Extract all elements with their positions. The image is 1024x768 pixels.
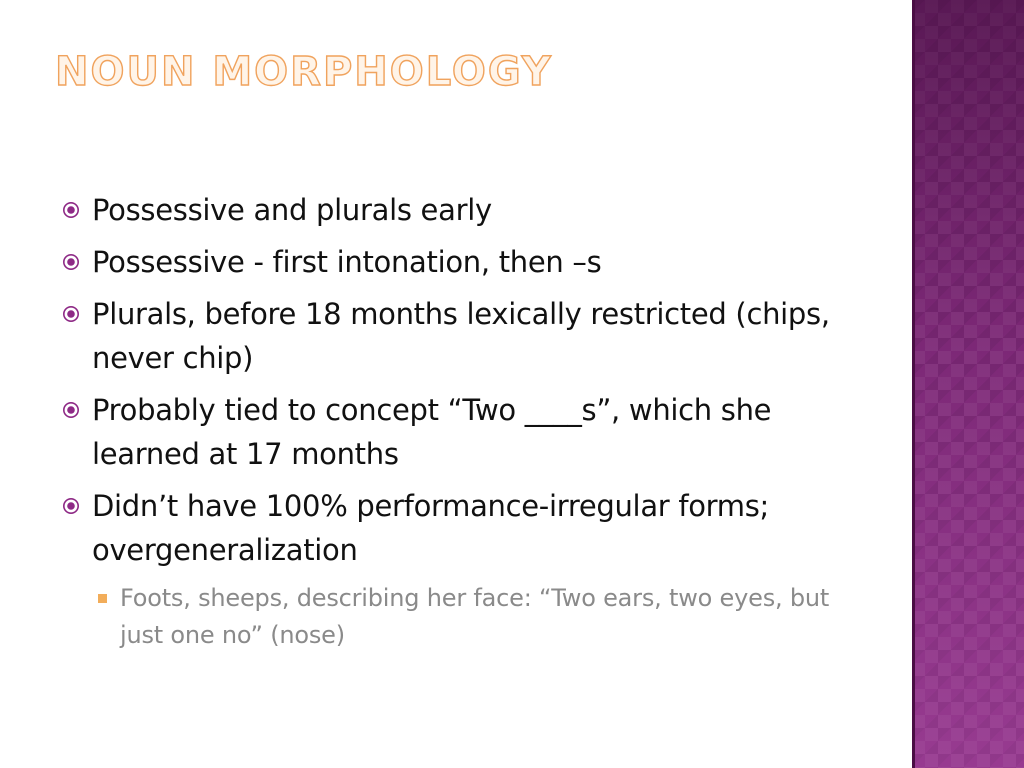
- bullet-text: Didn’t have 100% performance-irregular forms; overgeneralization: [92, 489, 770, 567]
- side-band-edge: [912, 0, 915, 768]
- bullet-text: Probably tied to concept “Two ____s”, which she learned at 17 months: [92, 393, 772, 471]
- bullet-item: [62, 388, 862, 476]
- bullet-text: Possessive - first intonation, then –s: [92, 245, 602, 279]
- slide-title: NOUN MORPHOLOGY: [55, 49, 553, 95]
- radio-bullet-icon: [62, 305, 80, 323]
- bullet-text: Plurals, before 18 months lexically restricted (chips, never chip): [92, 297, 830, 375]
- radio-bullet-icon: [62, 497, 80, 515]
- bullet-item: [62, 240, 862, 284]
- decorative-side-band: [912, 0, 1024, 768]
- bullet-list: [62, 188, 862, 654]
- radio-bullet-icon: [62, 253, 80, 271]
- radio-bullet-icon: [62, 201, 80, 219]
- bullet-item: [62, 484, 862, 572]
- radio-bullet-icon: [62, 401, 80, 419]
- bullet-item: [62, 188, 862, 232]
- bullet-item: [62, 292, 862, 380]
- bullet-text: Possessive and plurals early: [92, 193, 492, 227]
- sub-bullet-item: [62, 580, 862, 654]
- square-bullet-icon: [98, 594, 107, 603]
- sub-bullet-text: Foots, sheeps, describing her face: “Two ears, two eyes, but just one no” (nose): [120, 584, 830, 649]
